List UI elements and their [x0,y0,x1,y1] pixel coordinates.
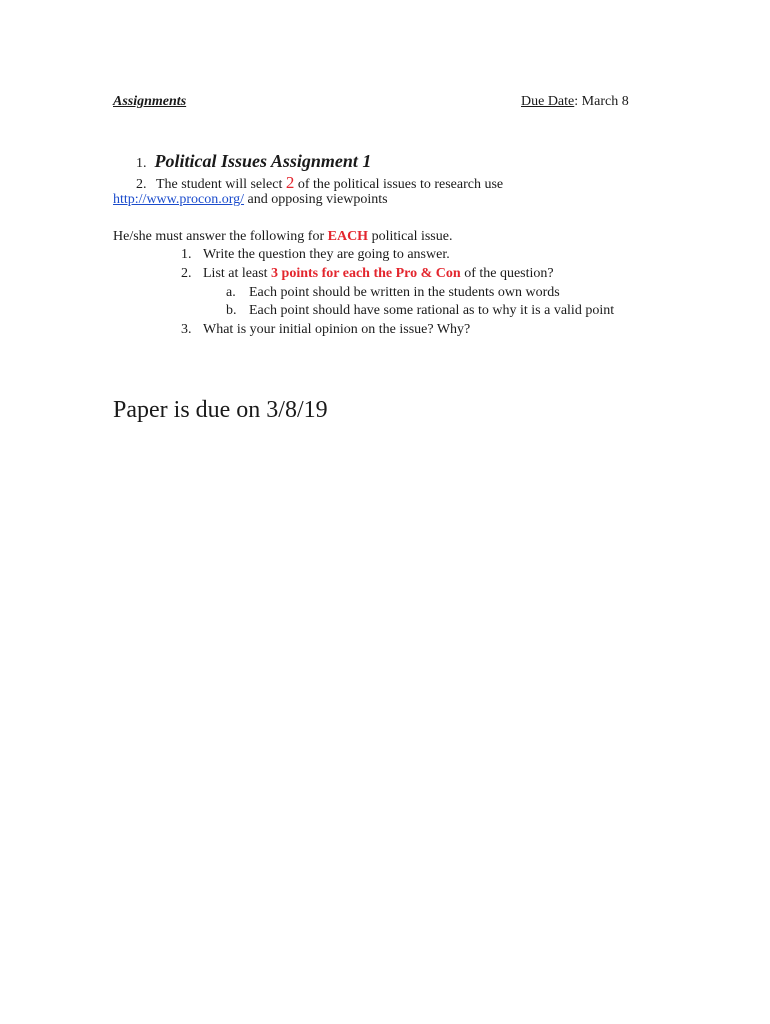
list-item [181,322,470,338]
due-date-label: Due Date [521,94,575,109]
intro-emphasis: EACH [327,229,369,244]
instructions-intro [113,229,452,245]
list-item [181,247,450,263]
sub-list-letter: b. [226,303,237,318]
assignments-heading: Assignments [113,94,187,109]
intro-before: He/she must answer the following for [113,229,328,244]
item2-text-after: of the political issues to research use [294,177,504,192]
assignment-item-2 [136,173,503,193]
sub-list-item [226,303,614,319]
sub-list-letter: a. [226,285,236,300]
list-text-after: of the question? [460,266,554,281]
due-date [521,94,629,110]
list-number: 2. [181,266,192,281]
item2-text-before: The student will select [156,177,286,192]
issue-count: 2 [285,173,295,192]
sub-list-text: Each point should be written in the students own words [249,285,560,300]
item2-continuation [113,192,388,208]
sub-list-item [226,285,560,301]
list-number: 1. [181,247,192,262]
list-number: 3. [181,322,192,337]
sub-list-text: Each point should have some rational as to why it is a valid point [249,303,615,318]
assignment-item-1 [136,151,371,172]
list-item [181,266,554,282]
list-text: What is your initial opinion on the issue? Why? [203,322,471,337]
item-number: 1. [136,156,147,171]
due-date-value: : March 8 [574,94,629,109]
paper-due-note: Paper is due on 3/8/19 [113,397,328,423]
list-text-before: List at least [203,266,272,281]
assignment-title: Political Issues Assignment 1 [154,151,372,171]
item-number: 2. [136,177,147,192]
intro-after: political issue. [368,229,453,244]
list-emphasis: 3 points for each the Pro & Con [271,266,461,281]
procon-link[interactable]: http://www.procon.org/ [113,192,245,207]
list-text: Write the question they are going to answer. [203,247,450,262]
item2-text-end: and opposing viewpoints [244,192,388,207]
